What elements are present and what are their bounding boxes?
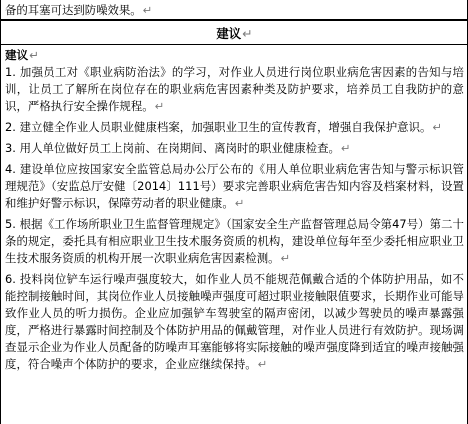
recommendation-2 [5,119,464,136]
section-header [1,20,467,45]
previous-row-text: 备的耳塞可达到防噪效果。 [5,3,142,17]
previous-row [1,0,467,20]
paragraph-mark-icon: ↵ [432,120,443,134]
recommendation-text: 2. 建立健全作业人员职业健康档案，加强职业卫生的宣传教育，增强自我保护意识。 [5,120,432,134]
paragraph-mark-icon: ↵ [234,196,245,210]
recommendation-text: 5. 根据《工作场所职业卫生监督管理规定》（国家安全生产监督管理总局令第47号）第二十条的规定，委托具有相应职业卫生技术服务资质的机构，建设单位每年至少委托相应职业卫生技术服务资质的机构开展一次职业病危害因素检测。 [5,217,464,265]
recommendation-6 [5,271,464,373]
recommendation-5 [5,216,464,267]
paragraph-mark-icon: ↵ [340,141,351,155]
recommendation-text: 3. 用人单位做好员工上岗前、在岗期间、离岗时的职业健康检查。 [5,141,340,155]
recommendation-1 [5,64,464,115]
paragraph-mark-icon: ↵ [154,99,165,113]
recommendation-text: 6. 投料岗位铲车运行噪声强度较大，如作业人员不能规范佩戴合适的个体防护用品，如不能控制接触时间，其岗位作业人员接触噪声强度可超过职业接触限值要求，长期作业可能导致作业人员的听力损伤。企业应加强铲车驾驶室的隔声密闭，以减少驾驶员的噪声暴露强度，严格进行暴露时间控制及个体防护用品的佩戴管理，对作业人员进行有效防护。现场调查显示企业为作业人员配备的防噪声耳塞能够将实际接触的噪声强度降到适宜的噪声接触强度，符合噪声个体防护的要求，企业应继续保持。 [5,272,464,371]
paragraph-mark-icon: ↵ [142,3,153,17]
recommendations-subtitle [5,47,464,63]
recommendations-cell [1,45,467,373]
recommendation-3 [5,140,464,157]
recommendation-4 [5,161,464,212]
section-title: 建议 [216,26,242,41]
recommendation-text: 4. 建设单位应按国家安全监管总局办公厅公布的《用人单位职业病危害告知与警示标识管理规范》（安监总厅安健〔2014〕111号）要求完善职业病危害告知内容及档案材料，设置和维护好警示标识，保障劳动者的职业健康。 [5,162,464,210]
paragraph-mark-icon: ↵ [29,48,39,62]
paragraph-mark-icon: ↵ [257,357,268,371]
paragraph-mark-icon: ↵ [242,26,253,41]
paragraph-mark-icon: ↵ [280,251,291,265]
recommendation-text: 1. 加强员工对《职业病防治法》的学习，对作业人员进行岗位职业病危害因素的告知与培训，让员工了解所在岗位存在的职业病危害因素种类及防护要求，培养员工自我防护的意识，严格执行安全操作规程。 [5,65,464,113]
subtitle-text: 建议 [5,48,29,62]
